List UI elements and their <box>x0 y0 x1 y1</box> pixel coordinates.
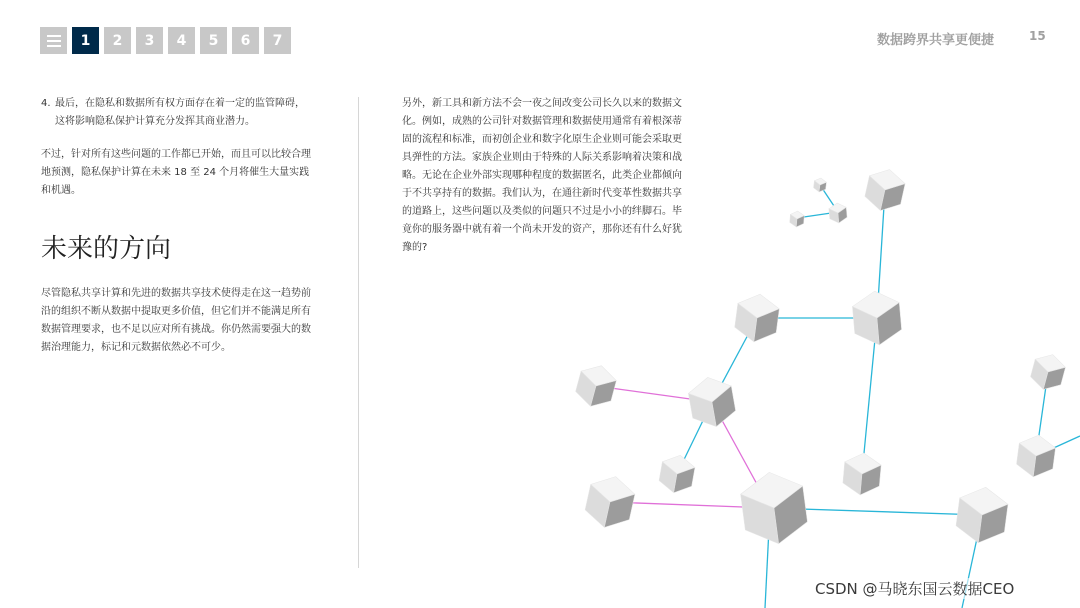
paragraph: 不过，针对所有这些问题的工作都已开始，而且可以比较合理地预测，隐私保护计算在未来 18 至 24 个月将催生大量实践和机遇。 <box>41 149 311 196</box>
cube-node <box>789 210 804 227</box>
right-column-paragraph: 另外，新工具和新方法不会一夜之间改变公司长久以来的数据文化。例如，成熟的公司针对数据管理和数据使用通常有着根深蒂固的流程和标准，而初创企业和数字化原生企业则可能会采取更具弹性的方法。家族企业则由于特殊的人际关系影响着决策和战略。无论在企业外部实现哪种程度的数据匿名，此类企业都倾向于不共享持有的数据。我们认为，在通往新时代变革性数据共享的道路上，这些问题以及类似的问题只不过是小小的绊脚石。毕竟你的服务器中就有着一个尚未开发的资产，那你还有什么好犹豫的? <box>402 98 682 253</box>
page-number: 15 <box>1029 29 1046 43</box>
page-button-1[interactable]: 1 <box>72 27 99 54</box>
page-button-5[interactable]: 5 <box>200 27 227 54</box>
cube-node <box>738 468 810 548</box>
section-heading: 未来的方向 <box>41 234 172 264</box>
paragraph: 尽管隐私共享计算和先进的数据共享技术使得走在这一趋势前沿的组织不断从数据中提取更多价值，但它们并不能满足所有数据管理要求，也不足以应对所有挑战。你仍然需要强大的数据治理能力，标记和元数据依然必不可少。 <box>41 288 311 353</box>
page-button-6[interactable]: 6 <box>232 27 259 54</box>
left-column <box>41 95 313 357</box>
page-button-2[interactable]: 2 <box>104 27 131 54</box>
watermark: CSDN @马晓东国云数据CEO <box>815 580 1015 598</box>
item-text: 最后，在隐私和数据所有权方面存在着一定的监管障碍，这将影响隐私保护计算充分发挥其商业潜力。 <box>55 98 305 127</box>
cube-node <box>813 177 827 192</box>
cube-node <box>842 451 882 496</box>
numbered-item <box>41 95 313 131</box>
cube-node <box>657 452 696 495</box>
page-button-4[interactable]: 4 <box>168 27 195 54</box>
page-button-3[interactable]: 3 <box>136 27 163 54</box>
item-number: 4. <box>41 98 51 109</box>
cube-node <box>573 361 619 411</box>
cube-node <box>828 202 847 223</box>
cube-node <box>863 166 908 215</box>
cube-node <box>733 291 781 344</box>
cube-node <box>686 374 738 431</box>
cube-node <box>1028 351 1068 394</box>
document-title: 数据跨界共享更便捷 <box>877 33 995 48</box>
page-button-7[interactable]: 7 <box>264 27 291 54</box>
column-divider <box>358 97 359 568</box>
cube-node <box>1015 433 1057 479</box>
cube-node <box>954 484 1010 546</box>
cube-node <box>851 289 903 347</box>
cube-node <box>582 472 637 533</box>
